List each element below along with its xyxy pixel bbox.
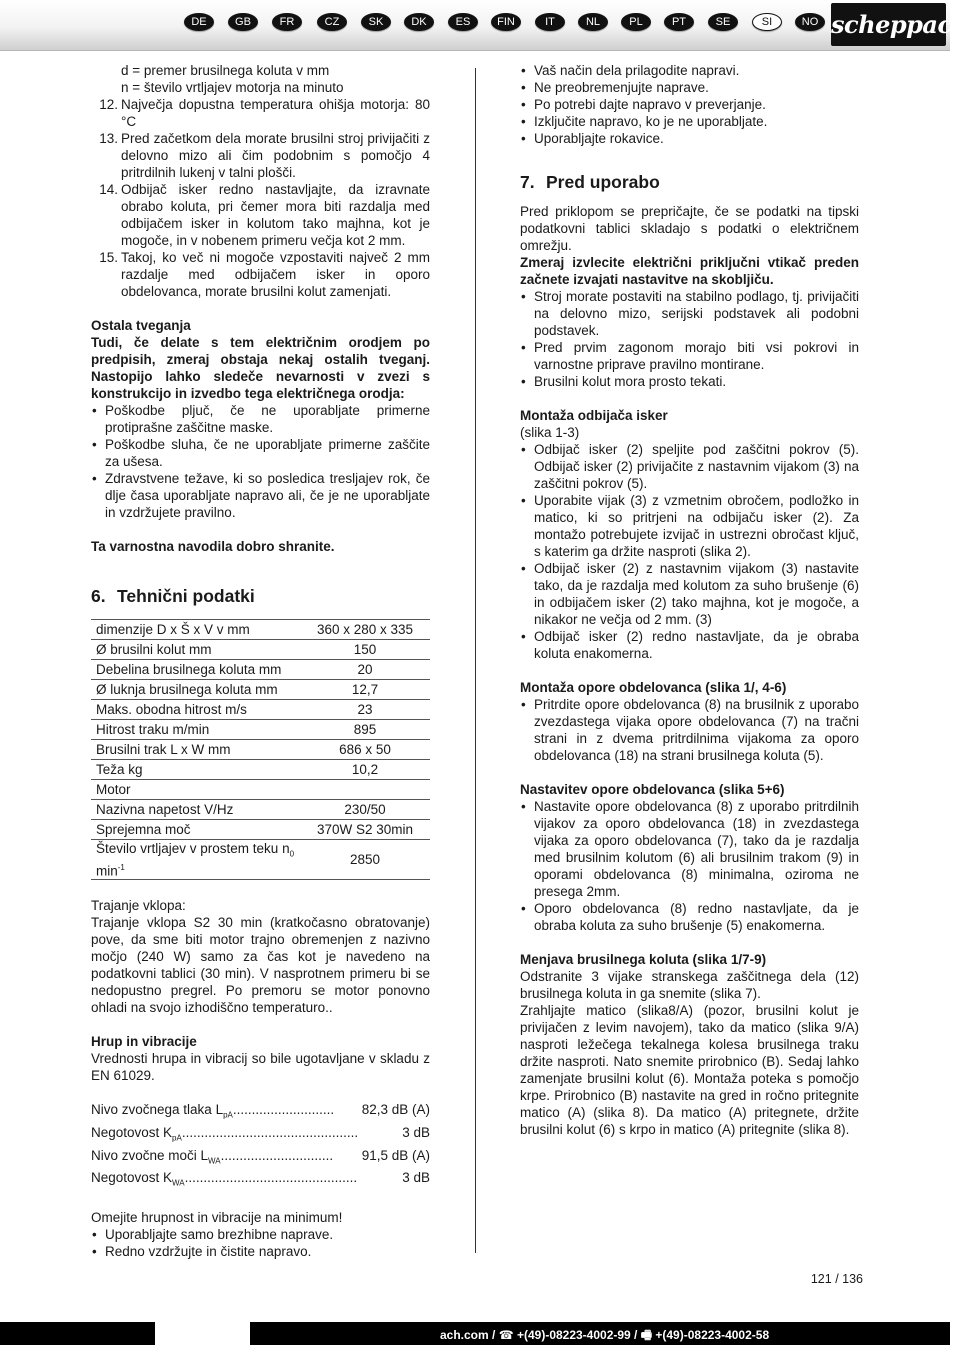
- risk-heading: Ostala tveganja: [91, 318, 191, 333]
- left-column: [91, 62, 430, 1260]
- support-heading: Montaža opore obdelovanca (slika 1/, 4-6): [520, 680, 787, 695]
- numbered-item: [91, 96, 430, 130]
- table-row: [91, 820, 430, 840]
- page-number: 121 / 136: [810, 1272, 863, 1286]
- spec-label-text: Število vrtljajev v prostem teku n: [96, 841, 290, 856]
- spark-guard-heading: Montaža odbijača isker: [520, 408, 668, 423]
- spec-value: 12,7: [300, 680, 430, 700]
- spec-value: 230/50: [300, 800, 430, 820]
- formula-d: d = premer brusilnega koluta v mm: [121, 63, 330, 78]
- spec-value: 895: [300, 720, 430, 740]
- formula-n: n = število vrtljajev motorja na minuto: [121, 80, 344, 95]
- noise-text: Vrednosti hrupa in vibracij so bile ugotavljane v skladu z EN 61029.: [91, 1051, 430, 1084]
- spec-label: Ø brusilni kolut mm: [91, 640, 300, 660]
- item-text: Pred začetkom dela morate brusilni stroj privijačiti z delovno mizo ali čim podobnim s pomočjo 4 pritrdilnih lukenj v talni plošči.: [121, 131, 430, 180]
- noise-label: Nivo zvočnega tlaka L: [91, 1102, 224, 1118]
- spec-label: [91, 840, 300, 880]
- list-item: • Uporabljajte rokavice.: [520, 130, 859, 147]
- item-number: 13.: [99, 131, 118, 146]
- noise-label-sub: pA: [172, 1133, 182, 1143]
- list-item: • Poškodbe sluha, če ne uporabljate primerne zaščite za ušesa.: [91, 436, 430, 470]
- list-item: • Odbijač isker (2) z nastavnim vijakom (3) nastavite tako, da je razdalja med kolutom za suho brušenje (6) in odbijačem isker (2) tako majhna, kot je mogoče, a nikakor ne večja od 2 mm. (3): [520, 560, 859, 628]
- section-7-heading: [520, 171, 859, 193]
- lang-tab-cz[interactable]: CZ: [317, 13, 347, 31]
- numbered-item: [91, 130, 430, 181]
- table-row: [91, 720, 430, 740]
- noise-value-row: [91, 1169, 430, 1192]
- section-number: 7.: [520, 172, 535, 192]
- section-6-heading: [91, 585, 430, 607]
- lang-tab-sk[interactable]: SK: [361, 13, 391, 31]
- list-item: • Nastavite opore obdelovanca (8) z uporabo pritrdilnih vijakov za oporo obdelovanca (18) in zvezdastega vijaka za oporo obdelovanca (7), tako da je razdalja med brusilnim kolutom (6) ali brusilnim trakom (9) in oporami obdelovanca (8) minimalna, oziroma ne presega 2mm.: [520, 798, 859, 900]
- wheel-change-heading: Menjava brusilnega koluta (slika 1/7-9): [520, 952, 767, 967]
- list-item: • Poškodbe pljuč, če ne uporabljate primerne protiprašne zaščitne maske.: [91, 402, 430, 436]
- list-item: • Uporabljajte samo brezhibne naprave.: [91, 1226, 430, 1243]
- lang-tab-no[interactable]: NO: [795, 13, 825, 31]
- page-header: [0, 0, 969, 51]
- lang-tab-fin[interactable]: FIN: [491, 13, 521, 31]
- spec-value: [300, 780, 430, 800]
- list-item: • Oporo obdelovanca (8) redno nastavljate, da je obraba koluta za suho brušenje (5) enakomerna.: [520, 900, 859, 934]
- usage-list: [520, 62, 859, 147]
- table-row: [91, 840, 430, 880]
- table-row: [91, 740, 430, 760]
- list-item: • Odbijač isker (2) speljite pod zaščitni pokrov (5). Odbijač isker (2) privijačite z nastavnim vijakom (3) na zaščitni pokrov (5).: [520, 441, 859, 492]
- support-list: [520, 696, 859, 764]
- noise-label-sub: WA: [172, 1178, 185, 1188]
- spec-label: Debelina brusilnega koluta mm: [91, 660, 300, 680]
- list-item: • Redno vzdržujte in čistite napravo.: [91, 1243, 430, 1260]
- spec-value: 2850: [300, 840, 430, 880]
- lang-tab-se[interactable]: SE: [708, 13, 738, 31]
- spec-label: Brusilni trak L x W mm: [91, 740, 300, 760]
- table-row: [91, 780, 430, 800]
- spec-table: [91, 619, 430, 880]
- noise-heading: Hrup in vibracije: [91, 1034, 197, 1050]
- column-divider: [475, 68, 476, 1253]
- before-intro: Pred priklopom se prepričajte, če se podatki na tipski podatkovni tablici skladajo s podatki o električnem omrežju.: [520, 204, 859, 253]
- table-row: [91, 660, 430, 680]
- adjust-list: [520, 798, 859, 934]
- spec-value: 150: [300, 640, 430, 660]
- item-text: Največja dopustna temperatura ohišja motorja: 80 °C: [121, 97, 430, 129]
- numbered-item: [91, 249, 430, 300]
- lang-tab-es[interactable]: ES: [448, 13, 478, 31]
- noise-value: 3 dB: [402, 1170, 430, 1186]
- spec-label: Ø luknja brusilnega koluta mm: [91, 680, 300, 700]
- limit-text: Omejite hrupnost in vibracije na minimum!: [91, 1209, 343, 1225]
- lang-tab-dk[interactable]: DK: [404, 13, 434, 31]
- duty-text: Trajanje vklopa S2 30 min (kratkočasno obratovanje) pove, da sme biti motor trajno obremenjen z nazivno močjo (240 W) samo za čas kot je navedeno na podatkovni tablici (30 min). V nasprotnem primeru bi se nedopustno pregrel. Po premoru se motor ponovno ohladi na svojo izhodiščno temperaturo..: [91, 915, 430, 1016]
- footer-contact: ach.com / ☎ +(49)-08223-4002-99 / 🖷 +(49)-08223-4002-58: [440, 1328, 770, 1342]
- lang-tab-nl[interactable]: NL: [578, 13, 608, 31]
- lang-tab-si[interactable]: SI: [752, 13, 782, 31]
- risk-list: [91, 402, 430, 521]
- lang-tab-de[interactable]: DE: [184, 13, 214, 31]
- lang-tab-fr[interactable]: FR: [272, 13, 302, 31]
- noise-label: Nivo zvočne moči L: [91, 1147, 209, 1163]
- table-row: [91, 760, 430, 780]
- item-number: 14.: [99, 182, 118, 197]
- dot-leader: ...............................................: [181, 1124, 359, 1140]
- footer-bar: [0, 1322, 950, 1345]
- dot-leader: ..............................................: [184, 1170, 358, 1186]
- table-row: [91, 800, 430, 820]
- noise-label: Negotovost K: [91, 1124, 173, 1140]
- list-item: • Zdravstvene težave, ki so posledica tresljajev rok, če dlje časa uporabljate napravo ali, če je ne uporabljate in vzdržujete pravilno.: [91, 470, 430, 521]
- spark-guard-list: [520, 441, 859, 662]
- dot-leader: ..............................: [220, 1147, 334, 1163]
- noise-value: 91,5 dB (A): [361, 1147, 430, 1163]
- item-number: 12.: [99, 97, 118, 112]
- lang-tab-gb[interactable]: GB: [228, 13, 258, 31]
- list-item: • Stroj morate postaviti na stabilno podlago, tj. privijačiti na delovno mizo, serijski podstavek ali podobni podstavek.: [520, 288, 859, 339]
- numbered-item: [91, 181, 430, 249]
- list-item: • Izključite napravo, ko je ne uporabljate.: [520, 113, 859, 130]
- section-number: 6.: [91, 586, 106, 606]
- noise-value: 3 dB: [402, 1124, 430, 1140]
- noise-label: Negotovost K: [91, 1170, 173, 1186]
- spec-label: Sprejemna moč: [91, 820, 300, 840]
- noise-value-row: [91, 1147, 430, 1170]
- risk-intro: Tudi, če delate s tem električnim orodjem po predpisih, zmeraj obstaja nekaj ostalih tveganj. Nastopijo lahko sledeče nevarnosti v zvezi s konstrukcijo in izvedbo tega električnega orodja:: [91, 335, 430, 401]
- spec-label: Motor: [91, 780, 300, 800]
- item-text: Odbijač isker redno nastavljajte, da izravnate obrabo koluta, pri čemer mora biti razdalja med odbijačem isker in kolutom tako majhna, kot je mogoče, in v nobenem primeru večja kot 2 mm.: [121, 182, 430, 248]
- list-item: • Vaš način dela prilagodite napravi.: [520, 62, 859, 79]
- lang-tab-it[interactable]: IT: [535, 13, 565, 31]
- before-list: [520, 288, 859, 390]
- section-title: Pred uporabo: [546, 172, 660, 192]
- lang-tab-pt[interactable]: PT: [664, 13, 694, 31]
- list-item: • Ne preobremenjujte naprave.: [520, 79, 859, 96]
- lang-tab-pl[interactable]: PL: [621, 13, 651, 31]
- spec-value: 370W S2 30min: [300, 820, 430, 840]
- list-item: • Pritrdite opore obdelovanca (8) na brusilnik z uporabo zvezdastega vijaka opore obdelovanca (7) na tračni strani in z dvema pritrdilnima vijakoma za oporo obdelovanca (18) na strani brusilnega koluta (5).: [520, 696, 859, 764]
- noise-value-row: [91, 1124, 430, 1147]
- table-row: [91, 680, 430, 700]
- duty-heading: Trajanje vklopa:: [91, 898, 186, 914]
- right-column: [520, 62, 859, 1138]
- spec-label-sup: -1: [117, 862, 125, 872]
- list-item: • Odbijač isker (2) redno nastavljate, da je obraba koluta enakomerna.: [520, 628, 859, 662]
- spec-label: Maks. obodna hitrost m/s: [91, 700, 300, 720]
- spec-label-unit: min: [96, 863, 118, 879]
- spark-guard-ref: (slika 1-3): [520, 425, 580, 440]
- wheel-change-text-2: Zrahljajte matico (slika8/A) (pozor, brusilni kolut je privijačen z levim navojem), tako da matico (slika 9/A) nasproti ležečega tekalnega kolesa brusilnega traku držite nasproti. Nato snemite prirobnico (B). Sedaj lahko zamenjate brusilni kolut (6). Montaža poteka s pomočjo krpe. Prirobnico (B) nastavite na gred in ročno pritegnite matico (A) (slika 8). Da matico (A) pritegnete, držite brusilni kolut (6) s krpo in matico (A) pritegnite (slika 8).: [520, 1003, 859, 1137]
- item-number: 15.: [99, 250, 118, 265]
- spec-value: 686 x 50: [300, 740, 430, 760]
- table-row: [91, 700, 430, 720]
- adjust-heading: Nastavitev opore obdelovanca (slika 5+6): [520, 782, 785, 797]
- section-title: Tehnični podatki: [117, 586, 255, 606]
- spec-value: 20: [300, 660, 430, 680]
- list-item: • Pred prvim zagonom morajo biti vsi pokrovi in varnostne priprave pravilno montirane.: [520, 339, 859, 373]
- noise-label-sub: pA: [223, 1110, 233, 1120]
- spec-value: 360 x 280 x 335: [300, 620, 430, 640]
- scheppach-logo: scheppach: [831, 3, 946, 46]
- keep-safe-note: Ta varnostna navodila dobro shranite.: [91, 539, 335, 554]
- spec-label: Hitrost traku m/min: [91, 720, 300, 740]
- wheel-change-text-1: Odstranite 3 vijake stranskega zaščitnega dela (12) brusilnega koluta in ga snemite (slika 7).: [520, 969, 859, 1001]
- table-row: [91, 620, 430, 640]
- spec-label: Nazivna napetost V/Hz: [91, 800, 300, 820]
- list-item: • Uporabite vijak (3) z vzmetnim obročem, podložko in matico, ki so pritrjeni na odbijaču isker (2). Za montažo potrebujete izvijač in ustrezni obročast ključ, s katerim ga držite nasproti (slika 2).: [520, 492, 859, 560]
- spec-value: 23: [300, 700, 430, 720]
- spec-label: Teža kg: [91, 760, 300, 780]
- noise-value-row: [91, 1101, 430, 1124]
- spec-label-sub: 0: [289, 849, 295, 859]
- spec-label: dimenzije D x Š x V v mm: [91, 620, 300, 640]
- spec-value: 10,2: [300, 760, 430, 780]
- limit-list: [91, 1226, 430, 1260]
- list-item: • Brusilni kolut mora prosto tekati.: [520, 373, 859, 390]
- item-text: Takoj, ko več ni mogoče vzpostaviti največ 2 mm razdalje med odbijačem isker in oporo obdelovanca, morate brusilni kolut zamenjati.: [121, 250, 430, 299]
- noise-label-sub: WA: [208, 1156, 221, 1166]
- table-row: [91, 640, 430, 660]
- dot-leader: ...........................: [232, 1102, 335, 1118]
- unplug-warning: Zmeraj izvlecite električni priključni vtikač preden začnete izvajati nastavitve na skobljiču.: [520, 255, 859, 287]
- noise-value: 82,3 dB (A): [361, 1102, 430, 1118]
- list-item: • Po potrebi dajte napravo v preverjanje.: [520, 96, 859, 113]
